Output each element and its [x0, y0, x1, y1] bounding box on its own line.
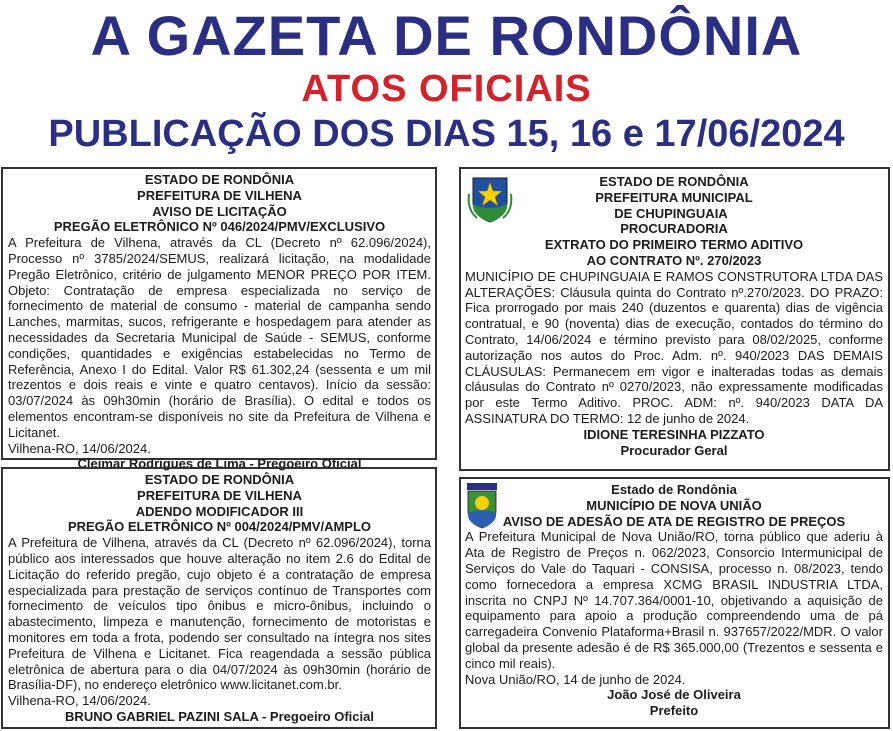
notice-body: A Prefeitura Municipal de Nova União/RO, torna público que aderiu à Ata de Registro de Preços n. 062/2023, Consorcio Intermunicipal de Serviços do Vale do Taquari - CONSISA, processo n. 08/2023, tendo como fornecedora a empresa XCMG BRASIL INDUSTRIA LTDA, inscrita no CNPJ Nº 14.707.364/0001-10, objetivando a aquisição de equipamento para apoio a produção compreendendo uma de pá carregadeira Convenio Plataforma+Brasil n. 937657/2022/MDR. O valor global da presente adesão é de R$ 365.000,00 (Trezentos e sessenta e cinco mil reais). — [465, 529, 883, 671]
notice-header-line: PROCURADORIA — [620, 221, 728, 237]
notice-chupinguaia — [459, 167, 890, 471]
notice-header-line: EXTRATO DO PRIMEIRO TERMO ADITIVO — [544, 237, 804, 253]
notice-header-line: ESTADO DE RONDÔNIA — [144, 472, 295, 487]
notice-signature-role: Prefeito — [649, 703, 699, 719]
notice-header-line: AO CONTRATO Nº. 270/2023 — [586, 252, 762, 268]
notice-header-line: MUNICÍPIO DE NOVA UNIÃO — [586, 497, 762, 513]
notice-header-line: DE CHUPINGUAIA — [614, 205, 728, 221]
notice-body: A Prefeitura de Vilhena, através da CL (Decreto nº 62.096/2024), Processo nº 3785/2024/SEMUS, realizará licitação, na modalidade Pregão Eletrônico, critério de julgamento MENOR PREÇO POR ITEM. Objeto: Contratação de empresa especializada no serviço de fornecimento de material de consumo - material de campanha sendo Lanches, marmitas, sucos, refrigerante e hospedagem para atender as necessidades da Secretaria Municipal de Saúde - SEMUS, conforme condições, quantidades e exigências estabelecidas no Termo de Referência, Anexo I do Edital. Valor R$ 61.302,24 (sessenta e um mil trezentos e dois reais e vinte e quatro centavos). Início da sessão: 03/07/2024 às 09h30min (horário de Brasília). O edital e todos os elementos encontram-se disponíveis no site da Prefeitura de Vilhena e Licitanet. — [8, 235, 431, 440]
notice-header-line: ESTADO DE RONDÔNIA — [599, 174, 749, 189]
notice-signature: Cleimar Rodrigues de Lima - Pregoeiro Oficial — [77, 456, 362, 472]
notice-nova-uniao — [459, 477, 890, 729]
notice-header-line: PREFEITURA DE VILHENA — [137, 187, 302, 203]
notice-header-line: ESTADO DE RONDÔNIA — [144, 172, 295, 187]
notice-signature-name: João José de Oliveira — [607, 687, 741, 703]
notice-signature-name: IDIONE TERESINHA PIZZATO — [583, 426, 765, 442]
notice-header-line: PREGÃO ELETRÔNICO Nº 004/2024/PMV/AMPLO — [67, 519, 372, 535]
notice-body: A Prefeitura de Vilhena, através da CL (Decreto nº 62.096/2024), torna público aos interessados que houve alteração no item 2.6 do Edital de Licitação do referido pregão, cujo objeto é a contratação de empresa especializada para prestação de serviços contínuo de Transportes com fornecimento de veículos tipo ônibus e micro-ônibus, incluindo o abastecimento, limpeza e manutenção, fornecimento de motoristas e monitores em toda a frota, podendo ser consultado na íntegra nos sites Prefeitura de Vilhena e Licitanet. Fica reagendada a sessão pública eletrônica de abertura para o dia 04/07/2024 às 09h30min (horário de Brasília-DF), no endereço eletrônico www.licitanet.com.br. — [8, 535, 431, 693]
notice-vilhena-licitacao — [1, 167, 437, 472]
notice-signature: BRUNO GABRIEL PAZINI SALA - Pregoeiro Oficial — [65, 708, 374, 724]
coat-of-arms-star-icon — [467, 174, 513, 224]
notice-body: MUNICÍPIO DE CHUPINGUAIA E RAMOS CONSTRUTORA LTDA DAS ALTERAÇÕES: Cláusula quinta do Contrato nº.270/2023. DO PRAZO: Fica prorrogado por mais 240 (duzentos e quarenta) dias de vigência contratual, e 90 (noventa) dias de execução, contados do término do Contrato, 14/06/2024 e término previsto para 08/02/2025, conforme autorização nos autos do Proc. Adm. nº. 940/2023 DAS DEMAIS CLÁUSULAS: Permanecem em vigor e inalteradas todas as demais cláusulas do Contrato nº 0270/2023, não expressamente modificadas por este Termo Aditivo. PROC. ADM: nº. 940/2023 DATA DA ASSINATURA DO TERMO: 12 de junho de 2024. — [465, 268, 883, 426]
notice-header-line: AVISO DE LICITAÇÃO — [152, 203, 287, 219]
section-title: ATOS OFICIAIS — [301, 68, 592, 110]
notice-date: Nova União/RO, 14 de junho de 2024. — [465, 671, 686, 687]
notice-header-line: PREGÃO ELETRÔNICO Nº 046/2024/PMV/EXCLUSIVO — [53, 219, 386, 235]
notice-signature-role: Procurador Geral — [620, 442, 728, 458]
notice-date: Vilhena-RO, 14/06/2024. — [8, 440, 151, 456]
municipal-crest-icon — [465, 483, 499, 529]
notice-vilhena-adendo — [1, 467, 437, 729]
publication-dates: PUBLICAÇÃO DOS DIAS 15, 16 e 17/06/2024 — [48, 113, 845, 155]
notice-header-line: PREFEITURA DE VILHENA — [137, 487, 302, 503]
notice-header-line: AVISO DE ADESÃO DE ATA DE REGISTRO DE PREÇOS — [502, 513, 846, 529]
notice-header-line: PREFEITURA MUNICIPAL — [595, 189, 753, 205]
notice-header-line: ADENDO MODIFICADOR III — [135, 503, 304, 519]
newspaper-title: A GAZETA DE RONDÔNIA — [90, 4, 803, 67]
notice-header-line: Estado de Rondônia — [611, 482, 737, 497]
notice-date: Vilhena-RO, 14/06/2024. — [8, 693, 151, 709]
